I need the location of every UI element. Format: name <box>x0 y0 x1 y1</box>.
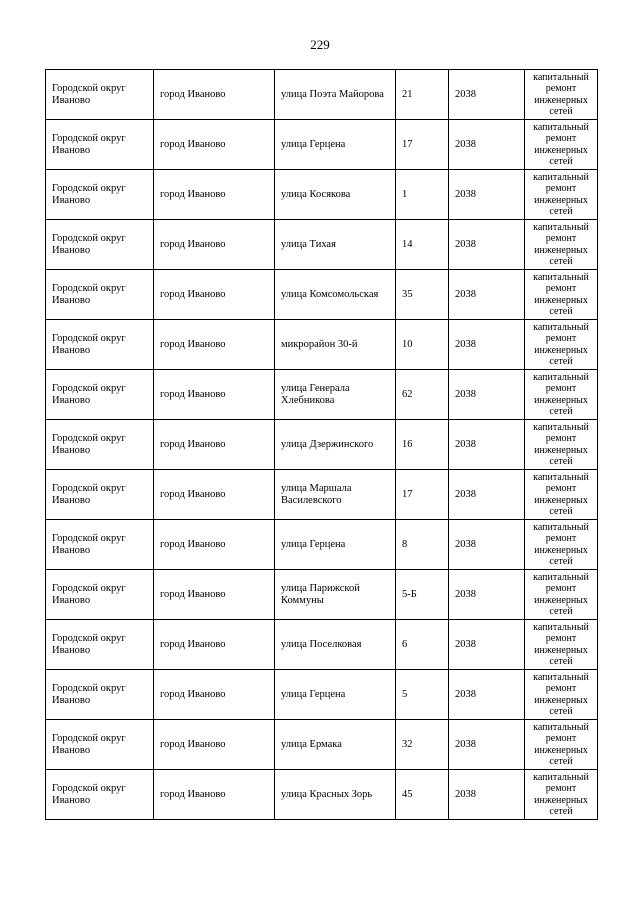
table-row <box>46 620 598 670</box>
table-row <box>46 320 598 370</box>
work-type-cell: капитальный ремонт инженерных сетей <box>525 470 598 520</box>
district-cell: Городской округ Иваново <box>46 620 154 670</box>
table-row <box>46 770 598 820</box>
district-cell: Городской округ Иваново <box>46 470 154 520</box>
table-row <box>46 220 598 270</box>
city-cell: город Иваново <box>154 370 275 420</box>
street-cell: улица Косякова <box>275 170 396 220</box>
work-type-cell: капитальный ремонт инженерных сетей <box>525 220 598 270</box>
city-cell: город Иваново <box>154 420 275 470</box>
work-type-cell: капитальный ремонт инженерных сетей <box>525 70 598 120</box>
year-cell: 2038 <box>449 70 525 120</box>
year-cell: 2038 <box>449 520 525 570</box>
table-row <box>46 420 598 470</box>
district-cell: Городской округ Иваново <box>46 270 154 320</box>
page-number: 229 <box>310 37 330 52</box>
city-cell: город Иваново <box>154 270 275 320</box>
house-number-cell: 17 <box>396 470 449 520</box>
work-type-cell: капитальный ремонт инженерных сетей <box>525 620 598 670</box>
street-cell: улица Красных Зорь <box>275 770 396 820</box>
city-cell: город Иваново <box>154 520 275 570</box>
work-type-cell: капитальный ремонт инженерных сетей <box>525 120 598 170</box>
year-cell: 2038 <box>449 670 525 720</box>
work-type-cell: капитальный ремонт инженерных сетей <box>525 170 598 220</box>
year-cell: 2038 <box>449 720 525 770</box>
house-number-cell: 21 <box>396 70 449 120</box>
year-cell: 2038 <box>449 470 525 520</box>
table-row <box>46 170 598 220</box>
district-cell: Городской округ Иваново <box>46 370 154 420</box>
house-number-cell: 8 <box>396 520 449 570</box>
district-cell: Городской округ Иваново <box>46 120 154 170</box>
street-cell: улица Поэта Майорова <box>275 70 396 120</box>
house-number-cell: 5 <box>396 670 449 720</box>
table-row <box>46 570 598 620</box>
street-cell: улица Комсомольская <box>275 270 396 320</box>
table-row <box>46 120 598 170</box>
district-cell: Городской округ Иваново <box>46 770 154 820</box>
district-cell: Городской округ Иваново <box>46 720 154 770</box>
city-cell: город Иваново <box>154 470 275 520</box>
year-cell: 2038 <box>449 420 525 470</box>
house-number-cell: 62 <box>396 370 449 420</box>
district-cell: Городской округ Иваново <box>46 570 154 620</box>
year-cell: 2038 <box>449 570 525 620</box>
house-number-cell: 10 <box>396 320 449 370</box>
city-cell: город Иваново <box>154 770 275 820</box>
house-number-cell: 6 <box>396 620 449 670</box>
district-cell: Городской округ Иваново <box>46 170 154 220</box>
city-cell: город Иваново <box>154 120 275 170</box>
table-row <box>46 470 598 520</box>
house-number-cell: 16 <box>396 420 449 470</box>
city-cell: город Иваново <box>154 70 275 120</box>
street-cell: улица Генерала Хлебникова <box>275 370 396 420</box>
repair-schedule-table <box>45 69 598 820</box>
house-number-cell: 35 <box>396 270 449 320</box>
work-type-cell: капитальный ремонт инженерных сетей <box>525 320 598 370</box>
work-type-cell: капитальный ремонт инженерных сетей <box>525 670 598 720</box>
table-row <box>46 720 598 770</box>
street-cell: улица Ермака <box>275 720 396 770</box>
street-cell: улица Герцена <box>275 120 396 170</box>
city-cell: город Иваново <box>154 320 275 370</box>
work-type-cell: капитальный ремонт инженерных сетей <box>525 720 598 770</box>
house-number-cell: 5-Б <box>396 570 449 620</box>
table-row <box>46 370 598 420</box>
year-cell: 2038 <box>449 320 525 370</box>
house-number-cell: 1 <box>396 170 449 220</box>
year-cell: 2038 <box>449 220 525 270</box>
work-type-cell: капитальный ремонт инженерных сетей <box>525 270 598 320</box>
district-cell: Городской округ Иваново <box>46 520 154 570</box>
table-row <box>46 670 598 720</box>
street-cell: улица Поселковая <box>275 620 396 670</box>
street-cell: улица Дзержинского <box>275 420 396 470</box>
city-cell: город Иваново <box>154 220 275 270</box>
district-cell: Городской округ Иваново <box>46 320 154 370</box>
city-cell: город Иваново <box>154 620 275 670</box>
work-type-cell: капитальный ремонт инженерных сетей <box>525 520 598 570</box>
work-type-cell: капитальный ремонт инженерных сетей <box>525 770 598 820</box>
year-cell: 2038 <box>449 120 525 170</box>
year-cell: 2038 <box>449 170 525 220</box>
district-cell: Городской округ Иваново <box>46 220 154 270</box>
year-cell: 2038 <box>449 370 525 420</box>
street-cell: улица Маршала Василевского <box>275 470 396 520</box>
house-number-cell: 17 <box>396 120 449 170</box>
city-cell: город Иваново <box>154 720 275 770</box>
city-cell: город Иваново <box>154 570 275 620</box>
table-body <box>46 70 598 820</box>
street-cell: улица Парижской Коммуны <box>275 570 396 620</box>
district-cell: Городской округ Иваново <box>46 670 154 720</box>
street-cell: улица Тихая <box>275 220 396 270</box>
street-cell: микрорайон 30-й <box>275 320 396 370</box>
work-type-cell: капитальный ремонт инженерных сетей <box>525 420 598 470</box>
house-number-cell: 32 <box>396 720 449 770</box>
table-row <box>46 520 598 570</box>
district-cell: Городской округ Иваново <box>46 420 154 470</box>
table-row <box>46 270 598 320</box>
year-cell: 2038 <box>449 270 525 320</box>
house-number-cell: 45 <box>396 770 449 820</box>
city-cell: город Иваново <box>154 170 275 220</box>
work-type-cell: капитальный ремонт инженерных сетей <box>525 570 598 620</box>
table-row <box>46 70 598 120</box>
city-cell: город Иваново <box>154 670 275 720</box>
work-type-cell: капитальный ремонт инженерных сетей <box>525 370 598 420</box>
street-cell: улица Герцена <box>275 520 396 570</box>
year-cell: 2038 <box>449 620 525 670</box>
street-cell: улица Герцена <box>275 670 396 720</box>
house-number-cell: 14 <box>396 220 449 270</box>
district-cell: Городской округ Иваново <box>46 70 154 120</box>
year-cell: 2038 <box>449 770 525 820</box>
